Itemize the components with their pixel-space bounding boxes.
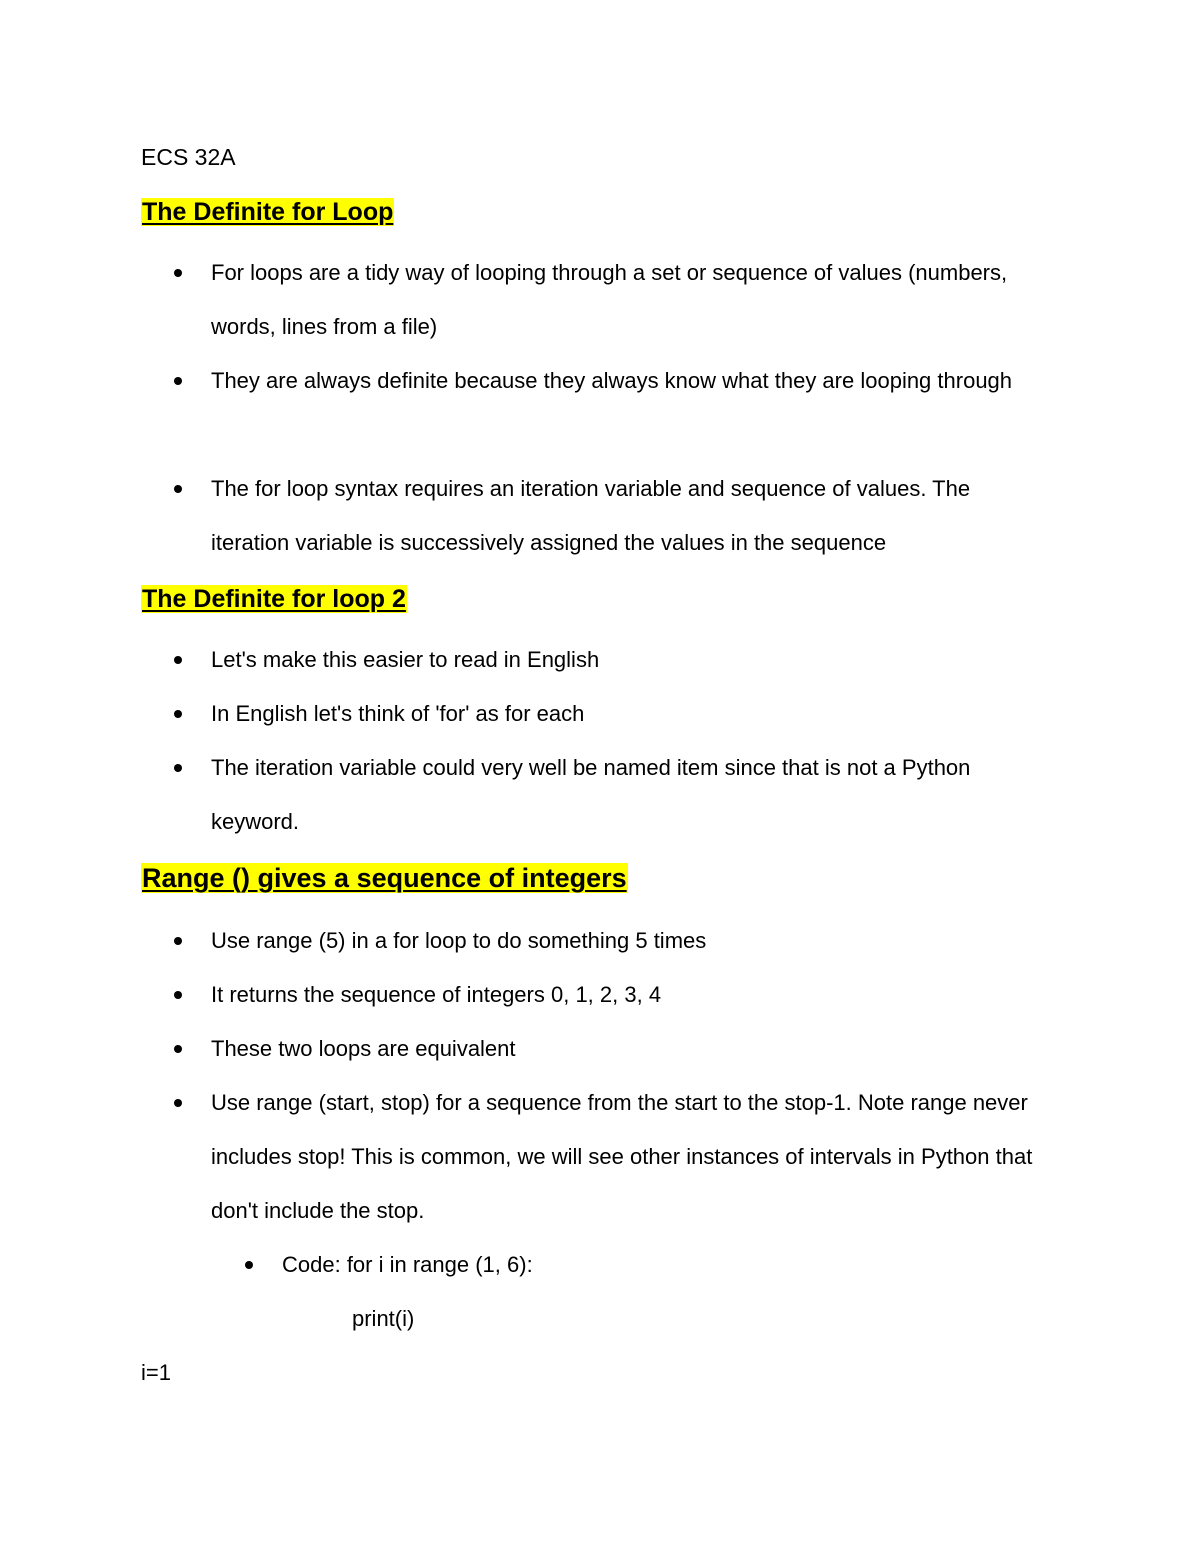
bullet-icon xyxy=(174,377,182,385)
section-heading-1-text: The Definite for Loop xyxy=(142,198,394,226)
list-item-text: The for loop syntax requires an iteration variable and sequence of values. The iteration variable is successively assigned the values in the sequence xyxy=(211,476,971,555)
code-line: print(i) xyxy=(352,1306,415,1331)
bullet-icon xyxy=(174,656,182,664)
list-item-text: Use range (start, stop) for a sequence from the start to the stop-1. Note range never includes stop! This is common, we will see other instances of intervals in Python that don't include the stop. xyxy=(211,1090,1033,1223)
section-heading-3-text: Range () gives a sequence of integers xyxy=(142,863,627,893)
list-item-text: Use range (5) in a for loop to do something 5 times xyxy=(211,928,707,953)
list-item-text: Let's make this easier to read in English xyxy=(211,647,600,672)
bullet-icon xyxy=(174,937,182,945)
bullet-icon xyxy=(174,1045,182,1053)
list-item xyxy=(211,1076,1051,1238)
list-item xyxy=(211,462,1051,570)
sub-list-item-text: Code: for i in range (1, 6): xyxy=(282,1252,533,1277)
list-item xyxy=(211,687,1051,741)
list-item xyxy=(211,741,1051,849)
list-item xyxy=(211,246,1051,354)
section-heading-1 xyxy=(141,195,394,229)
list-item-text: In English let's think of 'for' as for each xyxy=(211,701,585,726)
trailing-text: i=1 xyxy=(141,1360,171,1385)
list-item-text: These two loops are equivalent xyxy=(211,1036,516,1061)
bullet-icon xyxy=(174,485,182,493)
list-item xyxy=(211,914,1051,968)
list-item xyxy=(211,354,1051,408)
list-item-text: The iteration variable could very well be named item since that is not a Python keyword. xyxy=(211,755,971,834)
bullet-icon xyxy=(174,1099,182,1107)
list-item-text: They are always definite because they always know what they are looping through xyxy=(211,368,1013,393)
course-title: ECS 32A xyxy=(141,144,236,170)
bullet-icon xyxy=(174,710,182,718)
sub-list-item xyxy=(282,1238,1042,1292)
section-heading-2-text: The Definite for loop 2 xyxy=(142,585,406,613)
section-heading-3 xyxy=(141,861,628,895)
bullet-icon xyxy=(174,269,182,277)
bullet-icon xyxy=(174,991,182,999)
list-item-text: For loops are a tidy way of looping through a set or sequence of values (numbers, words, lines from a file) xyxy=(211,260,1008,339)
list-item xyxy=(211,968,1051,1022)
list-item xyxy=(211,1022,1051,1076)
bullet-icon xyxy=(245,1261,253,1269)
list-item-text: It returns the sequence of integers 0, 1, 2, 3, 4 xyxy=(211,982,662,1007)
list-item xyxy=(211,633,1051,687)
bullet-icon xyxy=(174,764,182,772)
section-heading-2 xyxy=(141,582,407,616)
